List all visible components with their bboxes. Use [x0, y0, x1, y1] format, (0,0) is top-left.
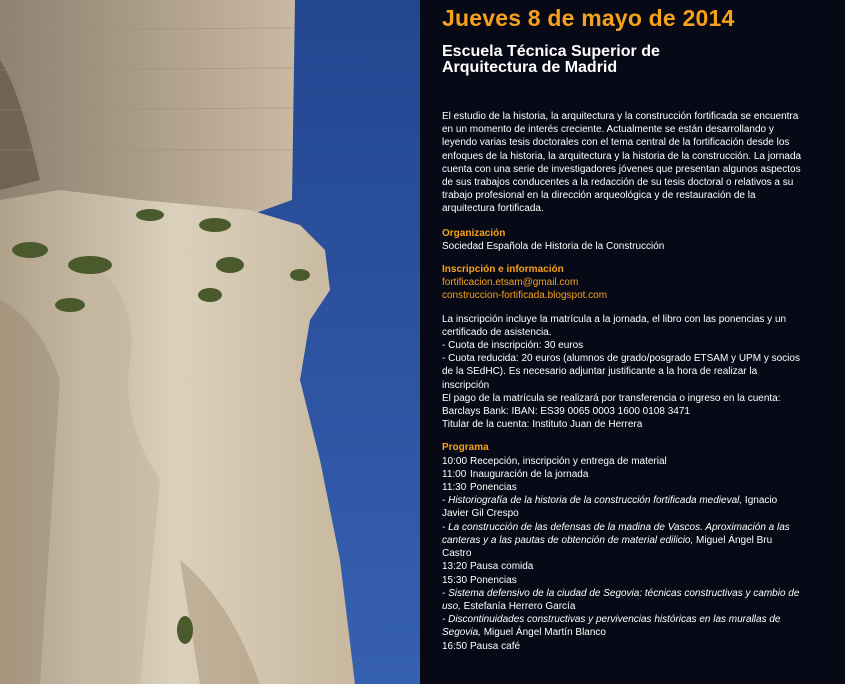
program-heading: Programa — [442, 442, 489, 454]
talk-title: - La construcción de las defensas de la madina de Vascos. Aproximación a las canteras y a las pautas de obtención de material edilicio, — [442, 521, 790, 546]
program-text: Inauguración de la jornada — [470, 468, 589, 480]
program-item — [442, 640, 802, 653]
fee-reduced: - Cuota reducida: 20 euros (alumnos de grado/posgrado ETSAM y UPM y socios de la SEdHC). Es necesario adjuntar justificante a la hora de realizar la inscripción — [442, 353, 800, 391]
intro-paragraph: El estudio de la historia, la arquitectura y la construcción fortificada se encuentra en un momento de interés creciente. Actualmente se están desarrollando y leyendo varias tesis doctorales con el tema central de la fortificación desde los enfoques de la historia, la arquitectura y la historia de la construcción. La jornada cuenta con una serie de investigadores jóvenes que presentan algunos aspectos de sus trabajos conducentes a la redacción de su tesis doctoral o relativos a su trabajo profesional en la dirección arqueológica y de restauración de la arquitectura fortificada. — [442, 111, 802, 215]
bank-account: Barclays Bank: IBAN: ES39 0065 0003 1600 0108 3471 — [442, 406, 690, 418]
cliff-photo — [0, 0, 420, 684]
program-item — [442, 574, 802, 587]
organization-text: Sociedad Española de Historia de la Construcción — [442, 240, 665, 252]
registration-line: La inscripción incluye la matrícula a la jornada, el libro con las ponencias y un certificado de asistencia. — [442, 313, 787, 338]
program-item — [442, 481, 802, 494]
talk-title: - Sistema defensivo de la ciudad de Segovia: técnicas constructivas y cambio de uso, — [442, 587, 800, 612]
program-time: 15:30 — [442, 574, 468, 586]
talk-author: Estefanía Herrero García — [460, 600, 576, 612]
registration-contact — [442, 263, 802, 303]
program-item — [442, 560, 802, 573]
talk — [442, 613, 802, 639]
organization-section — [442, 227, 802, 253]
talk-author: Ignacio Javier Gil Crespo — [442, 495, 778, 520]
program-text: Pausa café — [470, 640, 521, 652]
talk-author: Miguel Ángel Martín Blanco — [480, 627, 606, 639]
event-details — [442, 110, 802, 653]
registration-details — [442, 313, 802, 432]
fee-standard: - Cuota de inscripción: 30 euros — [442, 340, 584, 352]
venue-line-1: Escuela Técnica Superior de — [442, 43, 660, 60]
program-text: Pausa comida — [470, 561, 534, 573]
blog-link[interactable]: construccion-fortificada.blogspot.com — [442, 290, 608, 302]
talk — [442, 587, 802, 613]
event-date: Jueves 8 de mayo de 2014 — [442, 5, 735, 31]
program-time: 13:20 — [442, 561, 468, 573]
program-time: 11:00 — [442, 468, 467, 480]
program-section — [442, 441, 802, 652]
talk-title: - Discontinuidades constructivas y pervivencias históricas en las murallas de Segovia, — [442, 614, 781, 639]
payment-note: El pago de la matrícula se realizará por transferencia o ingreso en la cuenta: — [442, 392, 781, 404]
cliff-illustration — [0, 0, 420, 684]
program-time: 10:00 — [442, 455, 468, 467]
program-item — [442, 455, 802, 468]
venue-line-2: Arquitectura de Madrid — [442, 59, 618, 76]
account-holder: Titular de la cuenta: Instituto Juan de Herrera — [442, 419, 643, 431]
organization-heading: Organización — [442, 227, 506, 239]
registration-heading: Inscripción e información — [442, 264, 564, 276]
talk — [442, 494, 802, 520]
email-link[interactable]: fortificacion.etsam@gmail.com — [442, 277, 579, 289]
program-time: 16:50 — [442, 640, 468, 652]
info-panel — [420, 0, 845, 684]
program-text: Ponencias — [470, 482, 517, 494]
venue — [442, 44, 660, 76]
talk — [442, 521, 802, 561]
program-item — [442, 468, 802, 481]
talk-author: Miguel Ángel Bru Castro — [442, 534, 773, 560]
program-text: Ponencias — [470, 574, 517, 586]
talk-title: - Historiografía de la historia de la construcción fortificada medieval, — [442, 495, 743, 507]
program-time: 11:30 — [442, 482, 467, 494]
program-text: Recepción, inscripción y entrega de material — [470, 455, 667, 467]
